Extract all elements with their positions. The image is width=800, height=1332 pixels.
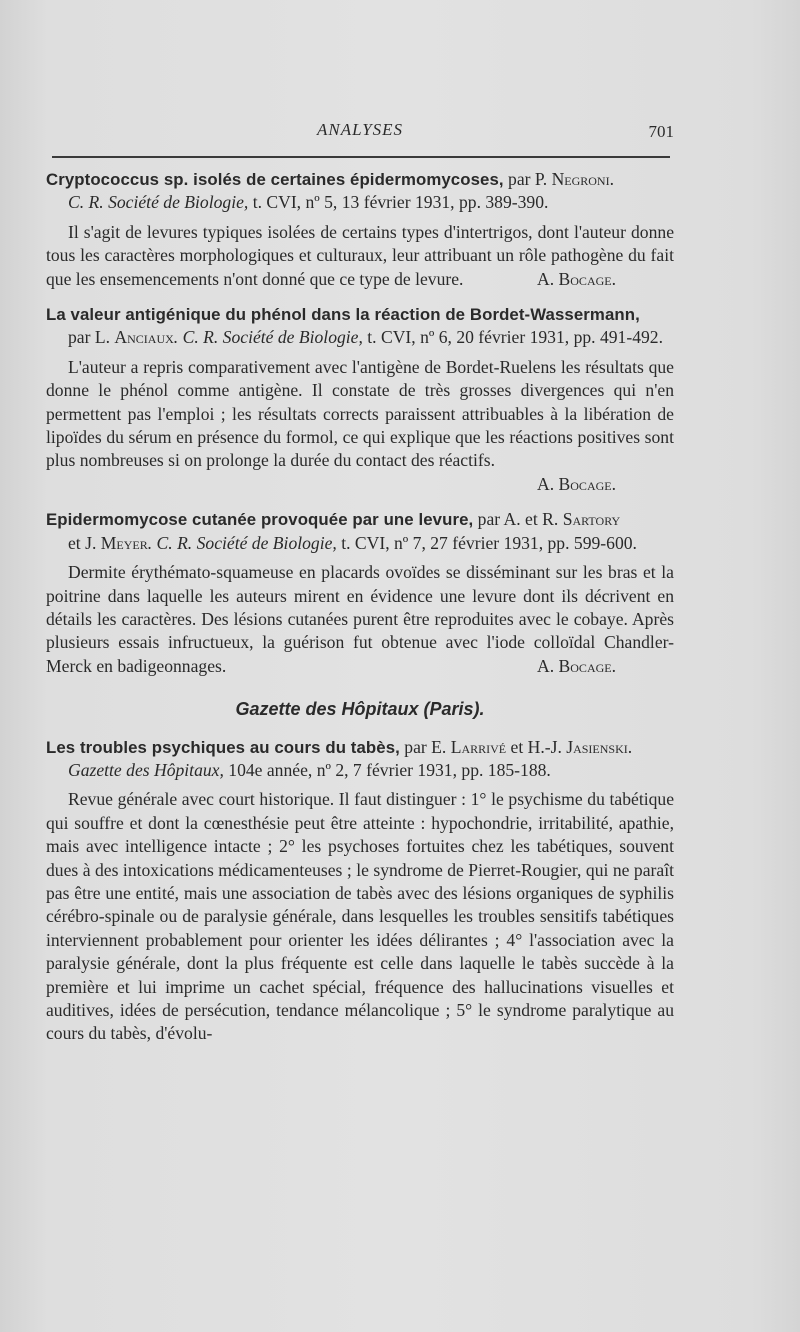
entry-signature: A. Bocage. xyxy=(537,268,616,289)
abstract-entry xyxy=(46,303,674,496)
entry-reference xyxy=(46,532,674,555)
entry-body: L'auteur a repris comparativement avec l'antigène de Bordet-Ruelens les résultats que donne le phénol comme antigène. Il constate de très grosses divergences qui n'en permettent pas l'emploi ; les résultats corrects paraissent attribuables à la libération de lipoïdes du sérum en présence du formol, ce qui explique que les réactions positives sont plus nombreuses si on prolonge la durée du contact des réactifs. xyxy=(46,356,674,471)
entry-author: Negroni xyxy=(551,169,610,189)
reference-journal: C. R. Société de Biologie, xyxy=(68,192,249,213)
running-title: ANALYSES xyxy=(316,120,404,139)
entry-by-2: et H.-J. xyxy=(506,736,567,757)
entry-author-2: Meyer xyxy=(100,532,148,553)
entry-title: Les troubles psychiques au cours du tabès, xyxy=(46,737,400,757)
reference-journal: Gazette des Hôpitaux, xyxy=(68,759,224,780)
reference-details: 104e année, nº 2, 7 février 1931, pp. 185-188. xyxy=(223,759,551,780)
reference-details: t. CVI, nº 7, 27 février 1931, pp. 599-600. xyxy=(336,532,637,553)
entry-by: par L. xyxy=(68,327,115,348)
entry-by: par P. xyxy=(503,169,552,189)
entry-author: Sartory xyxy=(562,509,621,530)
entry-body: Revue générale avec court historique. Il faut distinguer : 1° le psychisme du tabétique qui souffre et dont la cœnesthésie peut être atteinte : hypochondrie, irritabilité, apathie, mais avec intelligence intacte ; 2° les psychoses fortuites chez les tabétiques, souvent dues à des intoxications médicamenteuses ; le syndrome de Pierret-Rougier, qui ne paraît pas être une entité, mais une association de tabès avec des lésions organiques de syphilis cérébro-spinale ou de paralysie générale, dans lesquelles les troubles sensitifs tabétiques interviennent probablement pour orienter les idées délirantes ; 4° l'association avec la paralysie générale, dont la plus fréquente est celle dans laquelle le tabès succède à la première et lui imprime un cachet spécial, fréquence des hallucinations visuelles et auditives, idées de persécution, tendance mélancolique ; 5° le syndrome paralytique au cours du tabès, d'évolu- xyxy=(46,789,674,1044)
page-number: 701 xyxy=(648,122,674,141)
reference-journal: . C. R. Société de Biologie, xyxy=(147,532,337,553)
entry-body: Il s'agit de levures typiques isolées de certains types d'intertrigos, dont l'auteur donne tous les caractères morphologiques et culturaux, leur attribuant un rôle pathogène du fait que les ensemencements n'ont donné que ce type de levure. A. Bocage. xyxy=(46,221,674,291)
entry-author-2: Jasienski xyxy=(566,736,628,757)
entry-body: Dermite érythémato-squameuse en placards ovoïdes se disséminant sur les bras et la poitrine dans laquelle les auteurs mirent en évidence une levure dont ils décrivent en détails les caractères. Des lésions cutanées purent être reproduites avec le cobaye. Après plusieurs essais infructueux, la guérison fut obtenue avec l'iode colloïdal Chandler-Merck en badigeonnages. A. Bocage. xyxy=(46,561,674,678)
entry-signature: A. Bocage. xyxy=(537,473,616,494)
entry-reference xyxy=(46,326,674,349)
entry-author: Larrivé xyxy=(450,736,507,757)
reference-journal: . C. R. Société de Biologie, xyxy=(173,327,363,348)
entry-title: Epidermomycose cutanée provoquée par une levure, xyxy=(46,510,474,530)
entry-by-2: et J. xyxy=(68,532,101,553)
entry-title: La valeur antigénique du phénol dans la réaction de Bordet-Wassermann, xyxy=(46,305,640,325)
entry-by: par E. xyxy=(399,736,451,757)
entry-by: par A. et R. xyxy=(473,509,563,530)
reference-details: t. CVI, nº 6, 20 février 1931, pp. 491-492. xyxy=(362,327,663,348)
reference-details: t. CVI, nº 5, 13 février 1931, pp. 389-390. xyxy=(248,192,549,213)
abstract-entry: Cryptococcus sp. isolés de certaines épidermomycoses, par P. Negroni. C. R. Société de Biologie, t. CVI, nº 5, 13 février 1931, pp. 389-390. Il s'agit de levures typiques isolées de certains types d'intertrigos, dont l'auteur donne tous les caractères morphologiques et culturaux, leur attribuant un rôle pathogène du fait que les ensemencements n'ont donné que ce type de levure. A. Bocage. xyxy=(46,168,674,291)
entry-reference xyxy=(46,759,674,782)
abstract-entry: Les troubles psychiques au cours du tabès, par E. Larrivé et H.-J. Jasienski. Gazette des Hôpitaux, 104e année, nº 2, 7 février 1931, pp. 185-188. Revue générale avec court historique. Il faut distinguer : 1° le psychisme du tabétique qui souffre et dont la cœnesthésie peut être atteinte : hypochondrie, irritabilité, apathie, mais avec intelligence intacte ; 2° les psychoses fortuites chez les tabétiques, souvent dues à des intoxications médicamenteuses ; le syndrome de Pierret-Rougier, qui ne paraît pas être une entité, mais une association de tabès avec des lésions organiques de syphilis cérébro-spinale ou de paralysie générale, dans lesquelles les troubles sensitifs tabétiques interviennent probablement pour orienter les idées délirantes ; 4° l'association avec la paralysie générale, dont la plus fréquente est celle dans laquelle le tabès succède à la première et lui imprime un cachet spécial, fréquence des hallucinations visuelles et auditives, idées de persécution, tendance mélancolique ; 5° le syndrome paralytique au cours du tabès, d'évolu- xyxy=(46,736,674,1046)
entry-reference xyxy=(46,191,674,214)
page-content xyxy=(46,168,674,1058)
section-heading: Gazette des Hôpitaux (Paris). xyxy=(235,699,485,720)
entry-signature: A. Bocage. xyxy=(537,655,616,676)
entry-title: Cryptococcus sp. isolés de certaines épidermomycoses, xyxy=(46,170,504,189)
page-header xyxy=(46,120,674,150)
abstract-entry xyxy=(46,508,674,678)
entry-author: Anciaux xyxy=(114,327,174,348)
header-rule xyxy=(52,156,670,158)
